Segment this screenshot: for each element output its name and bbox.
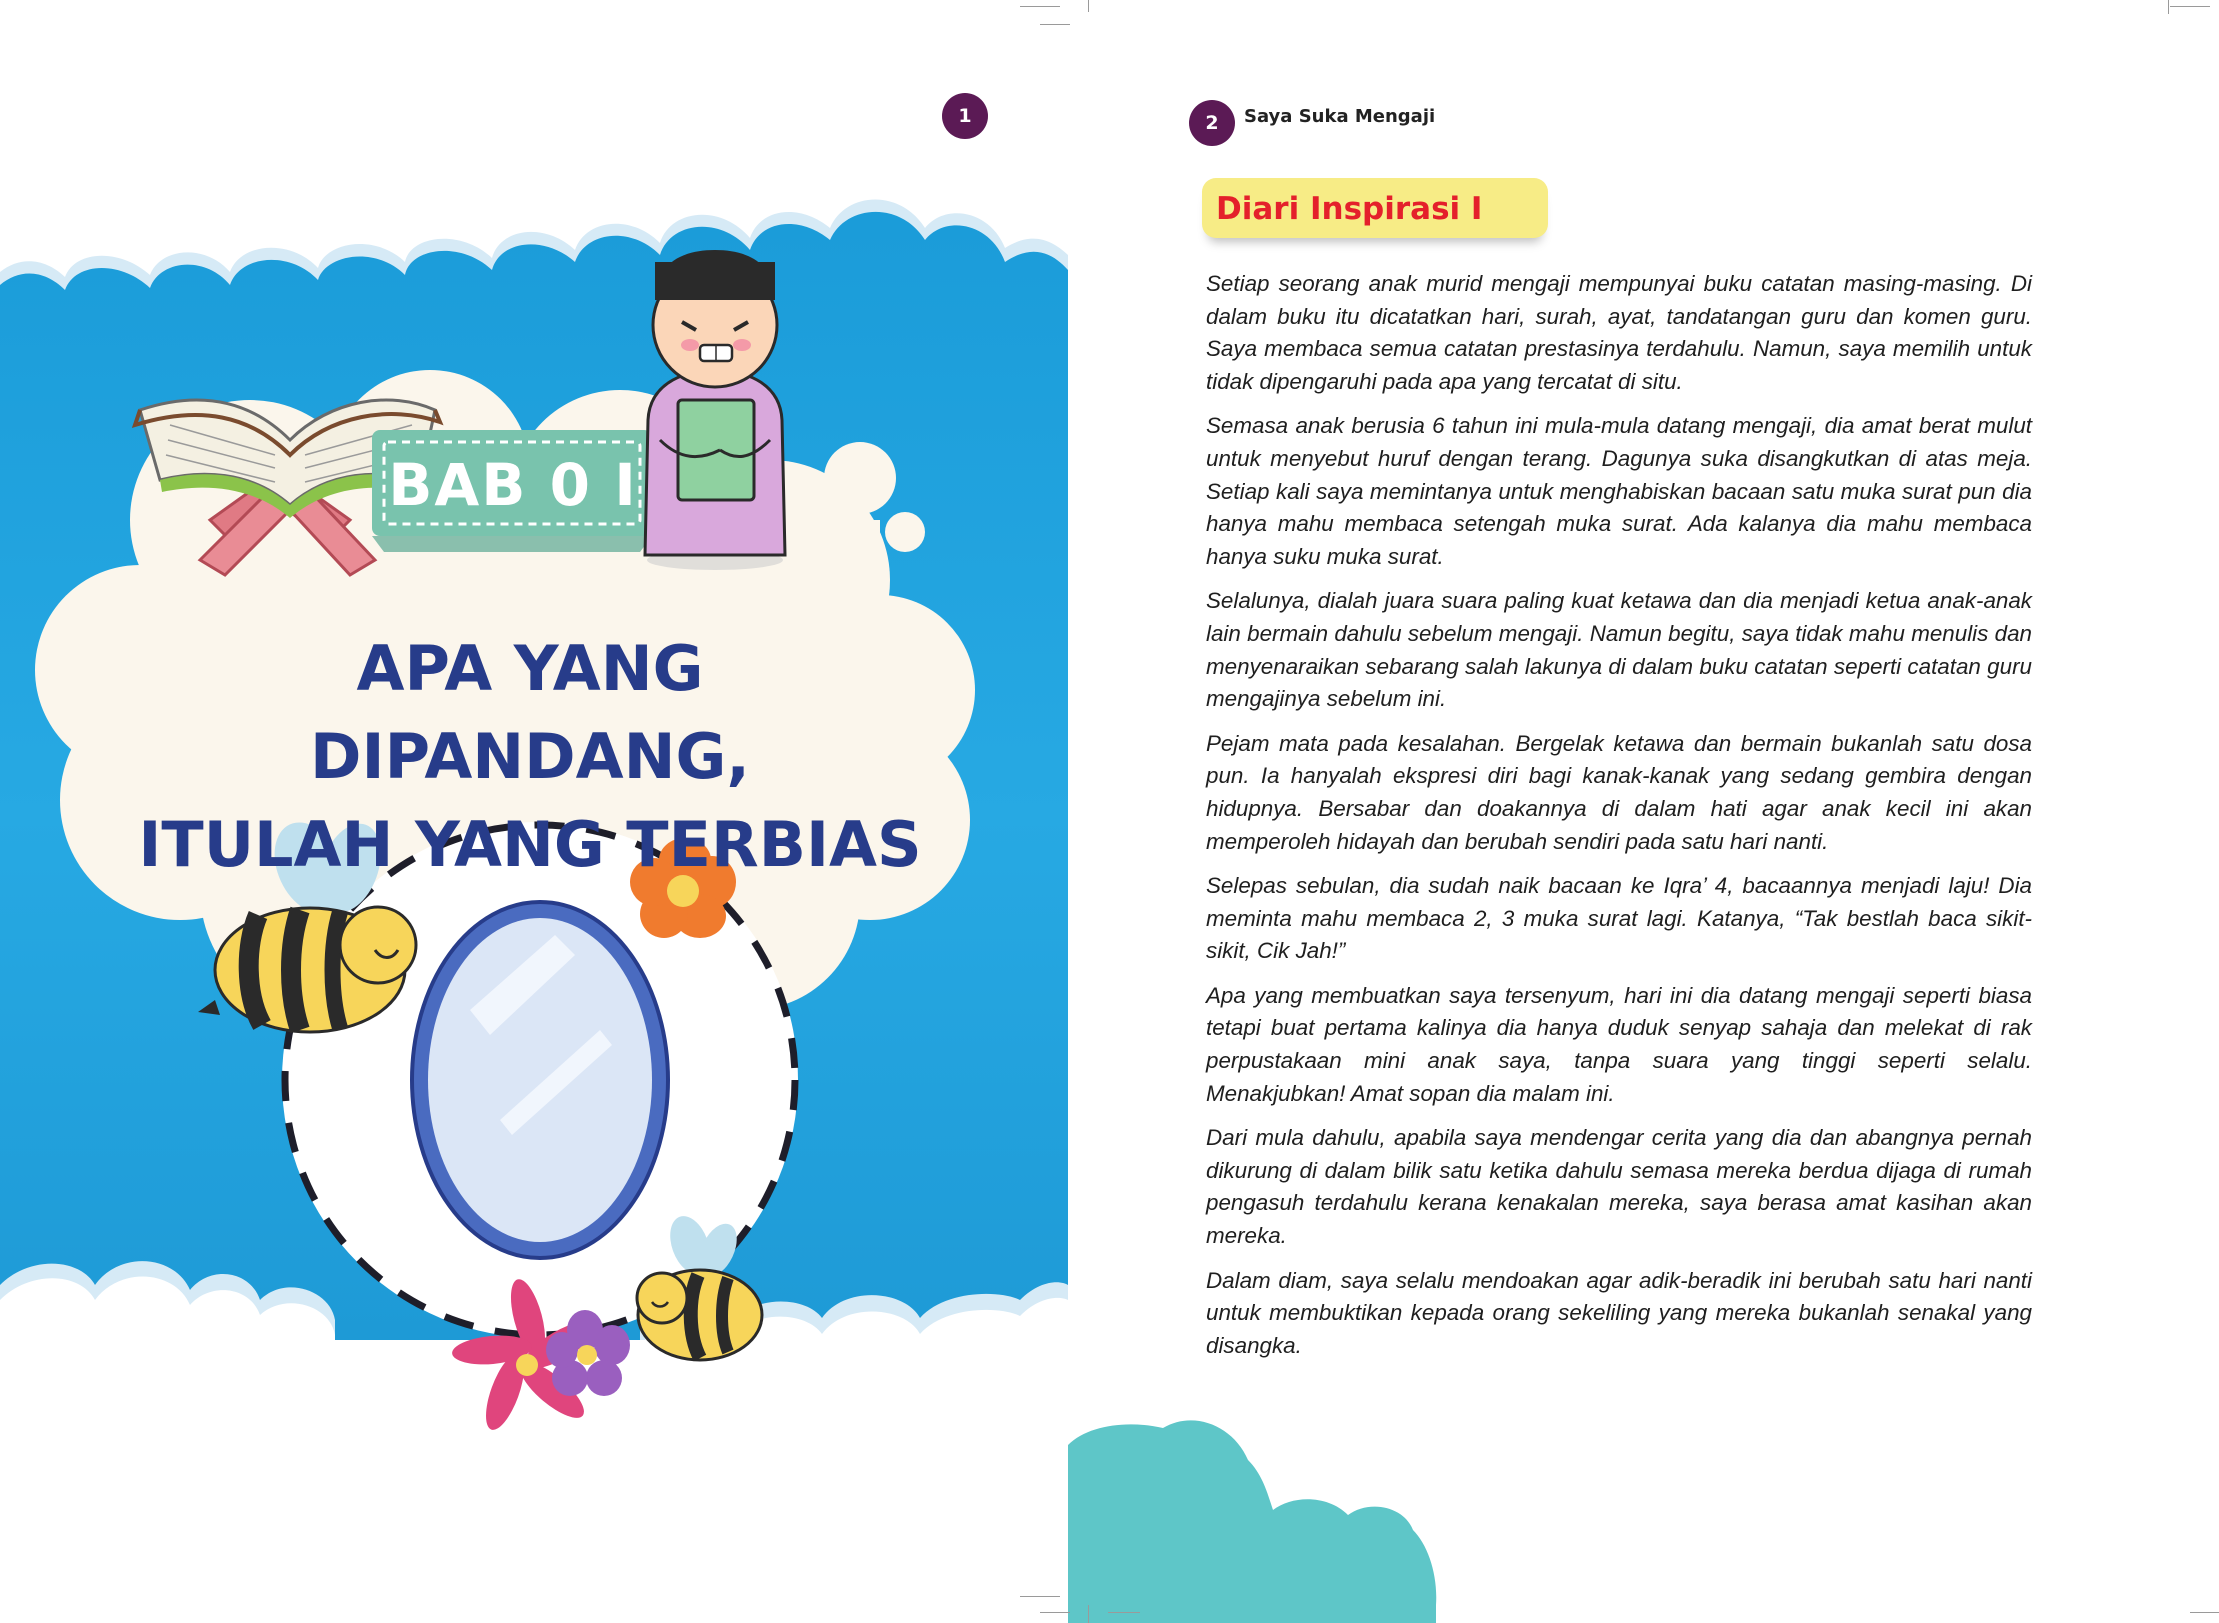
crop-mark (1040, 24, 1070, 25)
page-number: 2 (1205, 112, 1219, 134)
paragraph: Dalam diam, saya selalu mendoakan agar adik-beradik ini berubah satu hari nanti untuk membuktikan kepada orang sekeliling yang mereka bukanlah senakal yang disangka. (1206, 1267, 2032, 1358)
left-page (0, 0, 1068, 1623)
body-text (1206, 268, 2032, 1374)
paragraph: Selepas sebulan, dia sudah naik bacaan ke Iqra’ 4, bacaannya menjadi laju! Dia meminta mahu membaca 2, 3 muka surat lagi. Katanya, “Tak bestlah baca sikit-sikit, Cik Jah!” (1206, 873, 2032, 964)
crop-mark (2190, 1612, 2219, 1613)
crop-mark (2168, 0, 2169, 14)
paragraph: Dari mula dahulu, apabila saya mendengar cerita yang dia dan abangnya pernah dikurung di dalam bilik satu ketika dahulu semasa mereka berdua dijaga di rumah pengasuh terdahulu kerana kenakalan mereka, saya berasa amat kasihan akan mereka. (1206, 1125, 2032, 1249)
chapter-title (130, 625, 930, 889)
crop-mark (1088, 0, 1089, 12)
crop-mark (1088, 1605, 1089, 1623)
page-number: 1 (958, 105, 972, 127)
right-page (1068, 0, 2219, 1623)
page-number-badge (942, 93, 988, 139)
crop-mark (1020, 6, 1060, 7)
boy-character-illustration (645, 250, 785, 570)
crop-mark (2170, 6, 2210, 7)
paragraph: Selalunya, dialah juara suara paling kuat ketawa dan dia menjadi ketua anak-anak lain bermain dahulu sebelum mengaji. Namun begitu, saya tidak mahu menulis dan menyenaraikan sebarang salah lakunya di dalam buku catatan seperti catatan guru mengajinya sebelum ini. (1206, 588, 2032, 712)
crop-mark (1108, 1612, 1140, 1613)
paragraph: Semasa anak berusia 6 tahun ini mula-mula datang mengaji, dia amat berat mulut untuk menyebut huruf dengan terang. Dagunya suka disangkutkan di atas meja. Setiap kali saya memintanya untuk menghabiskan bacaan satu muka surat pun dia hanya mahu membaca setengah muka surat. Ada kalanya dia mahu membaca hanya suku muka surat. (1206, 413, 2032, 569)
crop-mark (1020, 1596, 1060, 1597)
running-header: Saya Suka Mengaji (1244, 106, 1436, 127)
chapter-title-line: ITULAH YANG TERBIAS (138, 808, 922, 881)
chapter-title-line: APA YANG DIPANDANG, (310, 632, 750, 793)
section-title: Diari Inspirasi I (1216, 191, 1483, 227)
mirror-illustration (412, 902, 668, 1258)
chapter-label: BAB 0 I (388, 451, 638, 519)
top-cloud-illustration (0, 0, 1068, 290)
page-number-badge (1189, 100, 1235, 146)
paragraph: Pejam mata pada kesalahan. Bergelak ketawa dan bermain bukanlah satu dosa pun. Ia hanyalah ekspresi diri bagi kanak-kanak yang sedang gembira dengan hidupnya. Bersabar dan doakannya di dalam hati agar anak kecil ini akan memperoleh hidayah dan berubah sendiri pada satu hari nanti. (1206, 730, 2032, 854)
crop-mark (1040, 1612, 1070, 1613)
paragraph: Apa yang membuatkan saya tersenyum, hari ini dia datang mengaji seperti biasa tetapi buat pertama kalinya dia hanya duduk senyap sahaja dan melekat di rak perpustakaan mini anak saya, tanpa suara yang tinggi seperti selalu. Menakjubkan! Amat sopan dia malam ini. (1206, 982, 2032, 1106)
paragraph: Setiap seorang anak murid mengaji mempunyai buku catatan masing-masing. Di dalam buku itu dicatatkan hari, surah, ayat, tandatangan guru dan komen guru. Saya membaca semua catatan prestasinya terdahulu. Namun, saya memilih untuk tidak dipengaruhi pada apa yang tercatat di situ. (1206, 271, 2032, 394)
